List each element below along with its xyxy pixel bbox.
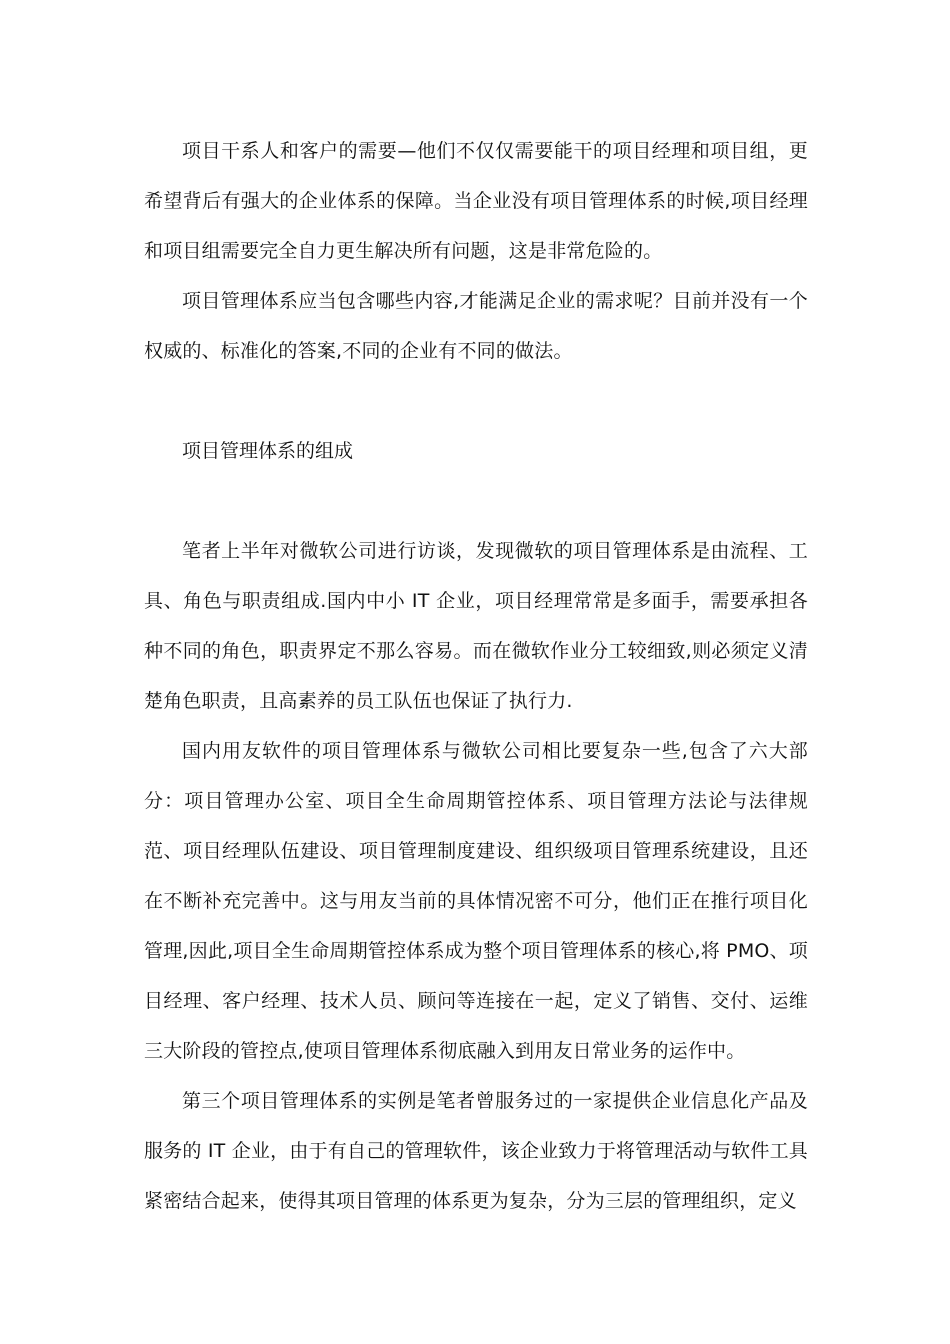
- paragraph-system-contents: 项目管理体系应当包含哪些内容,才能满足企业的需求呢？目前并没有一个权威的、标准化的答案,不同的企业有不同的做法。: [144, 290, 808, 362]
- spacer: [144, 476, 808, 526]
- paragraph-third-example: 第三个项目管理体系的实例是笔者曾服务过的一家提供企业信息化产品及服务的 IT 企业，由于有自己的管理软件，该企业致力于将管理活动与软件工具紧密结合起来，使得其项目管理的体系更为复杂，分为三层的管理组织，定义: [144, 1090, 808, 1212]
- document-page: [144, 126, 808, 1226]
- paragraph-microsoft: 笔者上半年对微软公司进行访谈，发现微软的项目管理体系是由流程、工具、角色与职责组成.国内中小 IT 企业，项目经理常常是多面手，需要承担各种不同的角色，职责界定不那么容易。而在微软作业分工较细致,则必须定义清楚角色职责，且高素养的员工队伍也保证了执行力.: [144, 540, 808, 712]
- paragraph-stakeholder-needs: 项目干系人和客户的需要—他们不仅仅需要能干的项目经理和项目组，更希望背后有强大的企业体系的保障。当企业没有项目管理体系的时候,项目经理和项目组需要完全自力更生解决所有问题，这是非常危险的。: [144, 140, 808, 262]
- section-heading: 项目管理体系的组成: [182, 440, 354, 462]
- paragraph-yonyou: 国内用友软件的项目管理体系与微软公司相比要复杂一些,包含了六大部分：项目管理办公室、项目全生命周期管控体系、项目管理方法论与法律规范、项目经理队伍建设、项目管理制度建设、组织级项目管理系统建设，且还在不断补充完善中。这与用友当前的具体情况密不可分，他们正在推行项目化管理,因此,项目全生命周期管控体系成为整个项目管理体系的核心,将 PMO、项目经理、客户经理、技术人员、顾问等连接在一起，定义了销售、交付、运维三大阶段的管控点,使项目管理体系彻底融入到用友日常业务的运作中。: [144, 740, 808, 1062]
- spacer: [144, 376, 808, 426]
